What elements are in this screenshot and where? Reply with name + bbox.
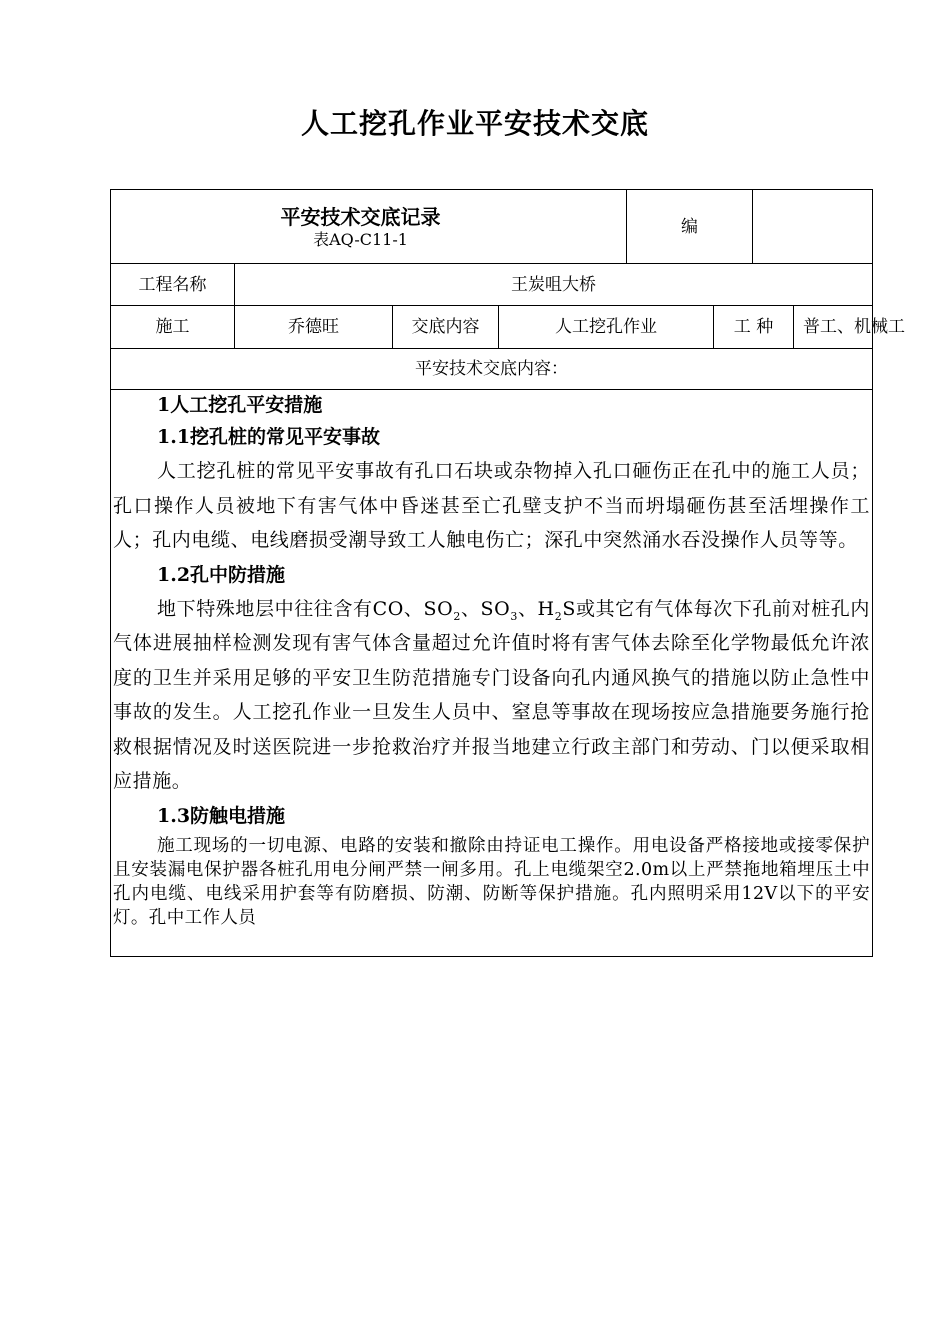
construction-value: 乔德旺 — [235, 306, 393, 349]
form-header-cell — [111, 190, 627, 264]
heading-1-2: 1.2孔中防措施 — [157, 563, 286, 586]
p2-text-c: 、H — [517, 597, 555, 620]
record-title: 平安技术交底记录 — [280, 204, 441, 229]
info-row — [111, 306, 873, 349]
p2-sub-3: 2 — [554, 609, 563, 623]
heading-1: 1人工挖孔平安措施 — [157, 394, 323, 416]
code-label: 编 — [627, 190, 753, 264]
work-type-label: 工 种 — [714, 306, 794, 348]
form-number: 表AQ-C11-1 — [313, 229, 408, 249]
content-row — [111, 390, 873, 957]
heading-1-3: 1.3防触电措施 — [157, 804, 286, 827]
p2-sub-1: 2 — [453, 609, 461, 623]
section-header-row — [111, 349, 873, 390]
document-title: 人工挖孔作业平安技术交底 — [300, 107, 649, 140]
work-type-value: 普工、机械工 — [803, 317, 905, 337]
section-header: 平安技术交底内容： — [111, 349, 873, 390]
paragraph-gas-prevention — [113, 592, 870, 799]
p2-sub-2: 3 — [510, 609, 518, 623]
content-value: 人工挖孔作业 — [499, 306, 714, 349]
content-label: 交底内容 — [393, 306, 499, 349]
project-label: 工程名称 — [111, 264, 235, 306]
project-row — [111, 264, 873, 306]
heading-1-1: 1.1挖孔桩的常见平安事故 — [157, 426, 381, 448]
safety-disclosure-form — [110, 189, 905, 957]
paragraph-electric-safety: 施工现场的一切电源、电路的安装和撤除由持证电工操作。用电设备严格接地或接零保护且安装漏电保护器各桩孔用电分闸严禁一闸多用。孔上电缆架空2.0m以上严禁拖地箱埋压土中孔内电缆、电线采用护套等有防磨损、防潮、防断等保护措施。孔内照明采用12V以下的平安灯。孔中工作人员 — [113, 835, 870, 928]
form-header-row — [111, 190, 873, 264]
p2-text-a: 地下特殊地层中往往含有CO、SO — [157, 597, 454, 620]
p2-text-d: S或其它有气体每次下孔前对桩孔内气体进展抽样检测发现有害气体含量超过允许值时将有害气体去除至化学物最低允许浓度的卫生并采用足够的平安卫生防范措施专门设备向孔内通风换气的措施以防止急性中事故的发生。人工挖孔作业一旦发生人员中、窒息等事故在现场按应急措施要务施行抢救根据情况及时送医院进一步抢救治疗并报当地建立行政主部门和劳动、门以便采取相应措施。 — [113, 597, 870, 792]
work-type-cell — [714, 306, 905, 349]
p2-text-b: 、SO — [460, 597, 511, 620]
disclosure-content — [111, 390, 873, 957]
paragraph-accidents: 人工挖孔桩的常见平安事故有孔口石块或杂物掉入孔口砸伤正在孔中的施工人员；孔口操作人员被地下有害气体中昏迷甚至亡孔壁支护不当而坍塌砸伤甚至活埋操作工人；孔内电缆、电线磨损受潮导致工人触电伤亡；深孔中突然涌水吞没操作人员等等。 — [113, 460, 870, 551]
construction-label: 施工 — [111, 306, 235, 349]
project-value: 王炭咀大桥 — [235, 264, 873, 306]
code-value — [753, 190, 873, 264]
